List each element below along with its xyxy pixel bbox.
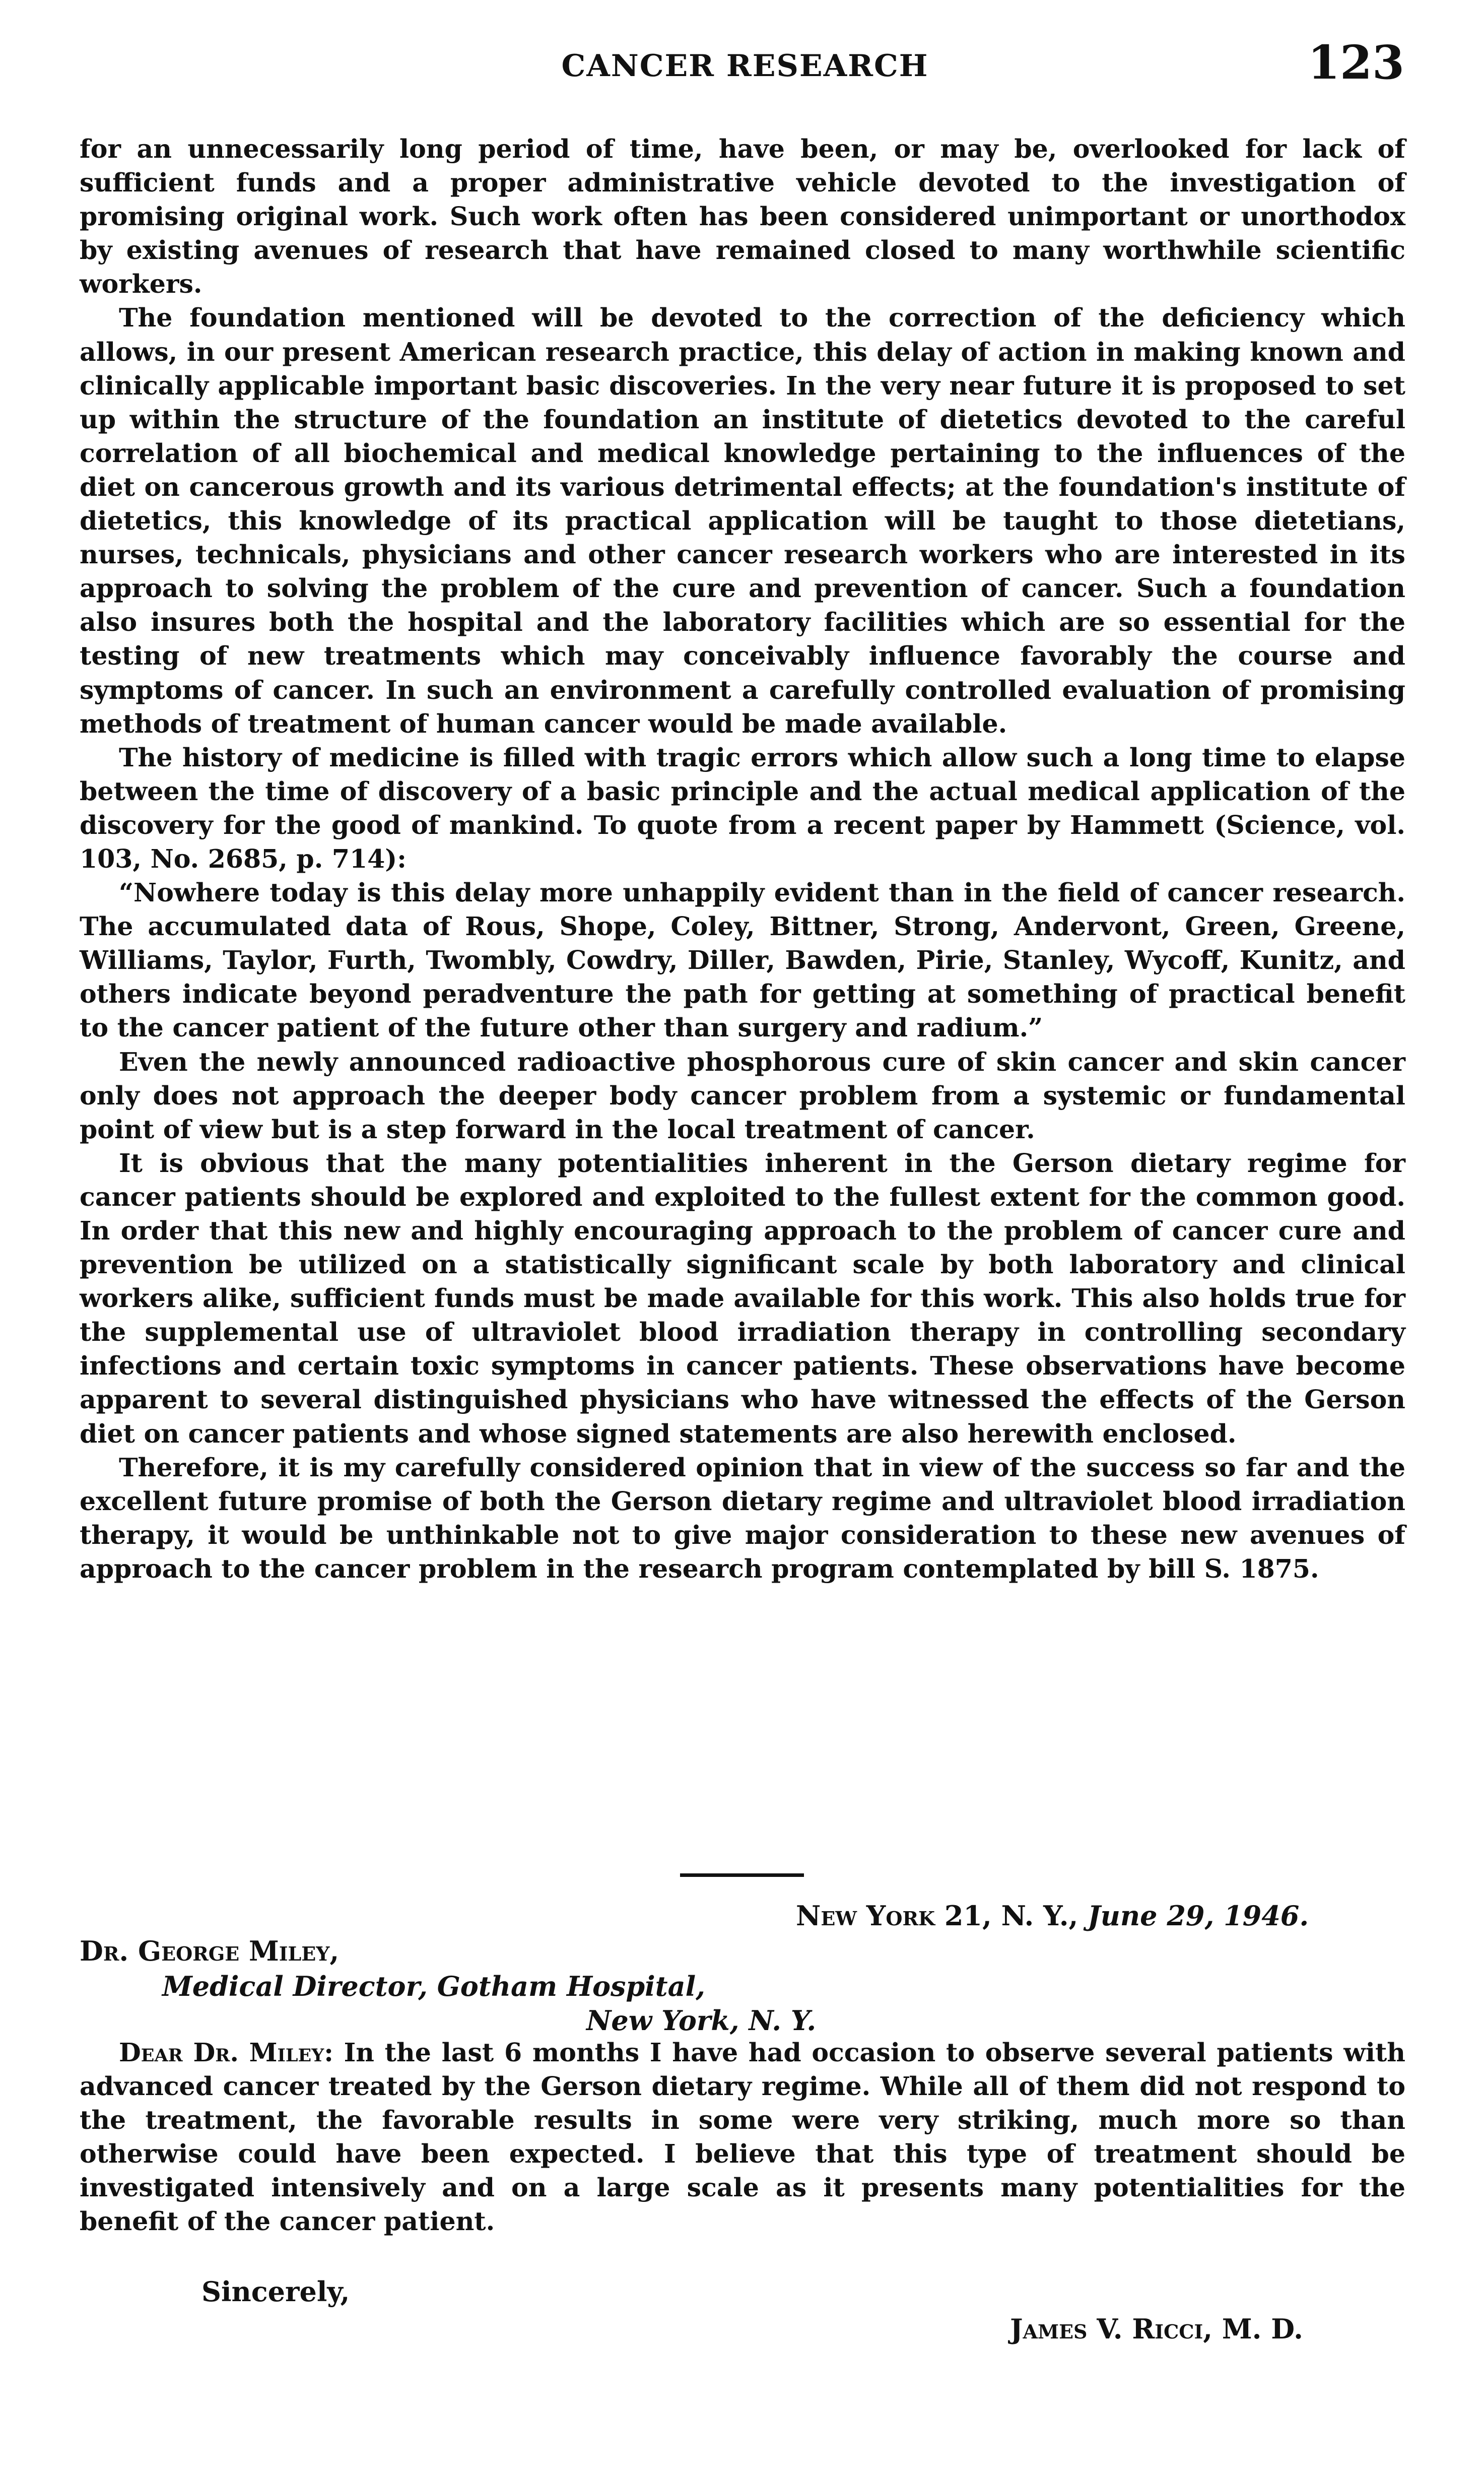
- paragraph-history: The history of medicine is filled with tragic errors which allow such a long time to elapse between the time of discovery of a basic principle and the actual medical application of the discovery for the good of mankind. To quote from a recent paper by Hammett (Science, vol. 103, No. 2685, p. 714):: [80, 742, 1405, 874]
- recipient-name: Dr. George Miley,: [80, 1935, 340, 1967]
- recipient-title: Medical Director, Gotham Hospital,: [162, 1970, 705, 2002]
- paragraph-continuation: for an unnecessarily long period of time, have been, or may be, overlooked for lack of sufficient funds and a proper administrative vehicle devoted to the investigation of promising original work. Such work often has been considered unimportant or unorthodox by existing avenues of research that have remained closed to many worthwhile scientific workers.: [80, 134, 1405, 299]
- paragraph-foundation: The foundation mentioned will be devoted to the correction of the deficiency which allows, in our present American research practice, this delay of action in making known and clinically applicable important basic discoveries. In the very near future it is proposed to set up within the structure of the foundation an institute of dietetics devoted to the careful correlation of all biochemical and medical knowledge pertaining to the influences of the diet on cancerous growth and its various detrimental effects; at the foundation's institute of dietetics, this knowledge of its practical application will be taught to those dietetians, nurses, technicals, physicians and other cancer research workers who are interested in its approach to solving the problem of the cure and prevention of cancer. Such a foundation also insures both the hospital and the laboratory facilities which are so essential for the testing of new treatments which may conceivably influence favorably the course and symptoms of cancer. In such an environment a carefully controlled evaluation of promising methods of treatment of human cancer would be made available.: [80, 303, 1405, 739]
- letter-dateline: [796, 1900, 1309, 1932]
- page-header: [86, 35, 1404, 101]
- paragraph-conclusion: Therefore, it is my carefully considered opinion that in view of the success so far and the excellent future promise of both the Gerson dietary regime and ultraviolet blood irradiation therapy, it would be unthinkable not to give major consideration to these new avenues of approach to the cancer problem in the research program contemplated by bill S. 1875.: [80, 1452, 1405, 1584]
- letter-text: In the last 6 months I have had occasion to observe several patients with advanced cancer treated by the Gerson dietary regime. While all of them did not respond to the treatment, the favorable results in some were very striking, much more so than otherwise could have been expected. I believe that this type of treatment should be investigated intensively and on a large scale as it presents many potentialities for the benefit of the cancer patient.: [80, 2038, 1405, 2237]
- letter-signature: James V. Ricci, M. D.: [1010, 2313, 1303, 2345]
- letter-place: New York 21, N. Y.,: [796, 1900, 1078, 1932]
- letter-salutation: Dear Dr. Miley:: [119, 2038, 333, 2067]
- paragraph-quote: “Nowhere today is this delay more unhappily evident than in the field of cancer research. The accumulated data of Rous, Shope, Coley, Bittner, Strong, Andervont, Green, Greene, Williams, Taylor, Furth, Twombly, Cowdry, Diller, Bawden, Pirie, Stanley, Wycoff, Kunitz, and others indicate beyond peradventure the path for getting at something of practical benefit to the cancer patient of the future other than surgery and radium.”: [80, 878, 1405, 1043]
- recipient-city: New York, N. Y.: [586, 2004, 817, 2037]
- page-number: 123: [1307, 35, 1404, 90]
- paragraph-gerson: It is obvious that the many potentialities inherent in the Gerson dietary regime for cancer patients should be explored and exploited to the fullest extent for the common good. In order that this new and highly encouraging approach to the problem of cancer cure and prevention be utilized on a statistically significant scale by both laboratory and clinical workers alike, sufficient funds must be made available for this work. This also holds true for the supplemental use of ultraviolet blood irradiation therapy in controlling secondary infections and certain toxic symptoms in cancer patients. These observations have become apparent to several distinguished physicians who have witnessed the effects of the Gerson diet on cancer patients and whose signed statements are also herewith enclosed.: [80, 1148, 1405, 1449]
- paragraph-phosphorous: Even the newly announced radioactive phosphorous cure of skin cancer and skin cancer only does not approach the deeper body cancer problem from a systemic or fundamental point of view but is a step forward in the local treatment of cancer.: [80, 1047, 1405, 1144]
- letter-date: June 29, 1946.: [1088, 1900, 1309, 1932]
- article-body: [80, 132, 1405, 1586]
- letter-body: [80, 2036, 1405, 2239]
- running-head: CANCER RESEARCH: [561, 48, 929, 84]
- letter-closing: Sincerely,: [201, 2275, 350, 2308]
- section-divider: [680, 1873, 804, 1877]
